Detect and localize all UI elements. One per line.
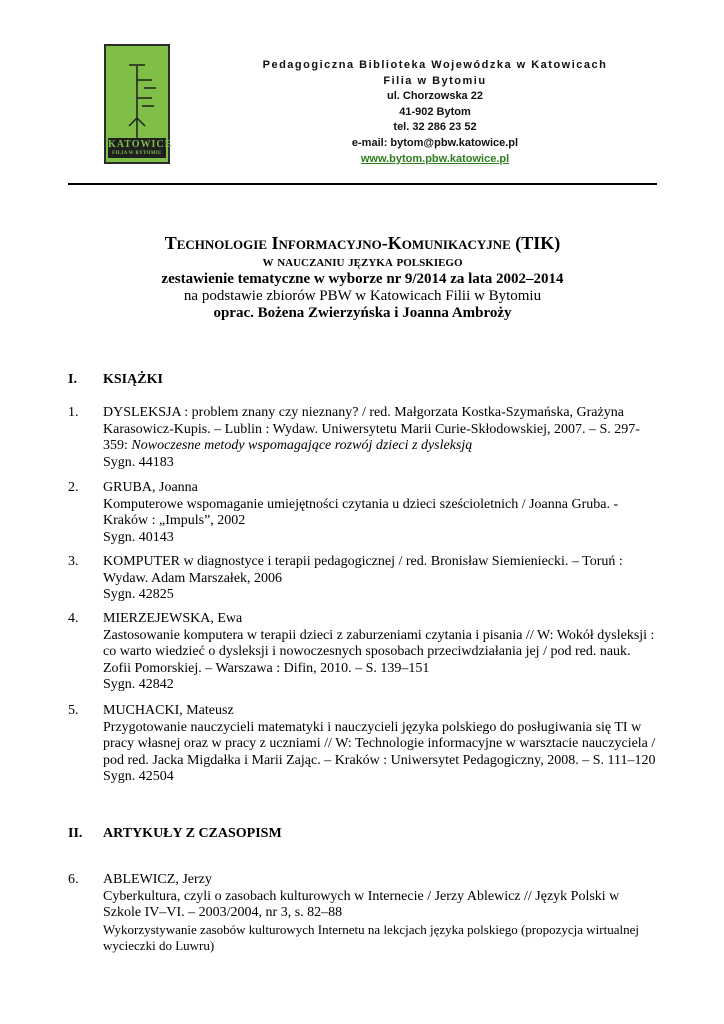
website-link[interactable]: www.bytom.pbw.katowice.pl bbox=[360, 152, 510, 165]
entry-author: MIERZEJEWSKA, Ewa bbox=[103, 611, 243, 626]
logo-graphic bbox=[106, 46, 168, 142]
section-number: II. bbox=[68, 826, 83, 841]
library-logo bbox=[104, 44, 173, 164]
bibliography-entry bbox=[68, 405, 658, 471]
logo-band-line2: FILIA W BYTOMIU bbox=[112, 151, 162, 156]
entry-description: Cyberkultura, czyli o zasobach kulturowych w Internecie / Jerzy Ablewicz // Język Polski w Szkole IV–VI. – 2003/2004, nr 3, s. 82–88 bbox=[103, 888, 620, 921]
entry-number: 3. bbox=[68, 554, 79, 569]
entry-call-number: Sygn. 42504 bbox=[103, 769, 174, 785]
entry-author: ABLEWICZ, Jerzy bbox=[103, 872, 212, 887]
title-line-1: Technologie Informacyjno-Komunikacyjne (TIK) bbox=[164, 233, 561, 253]
entry-chapter-title: Nowoczesne metody wspomagające rozwój dzieci z dysleksją bbox=[131, 438, 473, 454]
phone-number: tel. 32 286 23 52 bbox=[393, 121, 477, 134]
entry-description: DYSLEKSJA : problem znany czy nieznany? / red. Małgorzata Kostka-Szymańska, Grażyna Karasowicz-Kupis. – Lublin : Wydaw. Uniwersytetu Marii Curie-Skłodowskiej, 2007. – S. 297-359: bbox=[103, 405, 640, 454]
branch-name: Filia w Bytomiu bbox=[383, 74, 487, 87]
entry-description: Komputerowe wspomaganie umiejętności czytania u dzieci sześcioletnich / Joanna Gruba. - Kraków : „Impuls”, 2002 bbox=[103, 496, 619, 529]
entry-call-number: Sygn. 40143 bbox=[103, 529, 174, 545]
entry-call-number: Sygn. 44183 bbox=[103, 454, 174, 470]
logo-band-line1: KATOWICE bbox=[108, 139, 173, 150]
entry-description: KOMPUTER w diagnostyce i terapii pedagogicznej / red. Bronisław Siemieniecki. – Toruń : Wydaw. Adam Marszałek, 2006 bbox=[103, 554, 623, 586]
entry-number: 6. bbox=[68, 872, 79, 887]
title-line-4: na podstawie zbiorów PBW w Katowicach Filii w Bytomiu bbox=[183, 288, 542, 304]
letterhead bbox=[200, 58, 670, 167]
entry-number: 5. bbox=[68, 703, 79, 718]
entry-number: 2. bbox=[68, 480, 79, 495]
entry-call-number: Sygn. 42825 bbox=[103, 587, 174, 603]
document-title bbox=[68, 232, 657, 322]
email-address: e-mail: bytom@pbw.katowice.pl bbox=[351, 136, 519, 149]
title-line-5: oprac. Bożena Zwierzyńska i Joanna Ambroży bbox=[213, 305, 512, 321]
logo-band bbox=[108, 138, 173, 158]
bibliography-entry bbox=[68, 703, 658, 786]
entry-author: GRUBA, Joanna bbox=[103, 480, 198, 495]
entry-description: Przygotowanie nauczycieli matematyki i nauczycieli języka polskiego do posługiwania się TI w pracy własnej oraz w pracy z uczniami // W: Technologie informacyjne w warsztacie nauczyciela / pod red. Jacka Migdałka i Marii Zając. – Kraków : Uniwersytet Pedagogiczny, 2008. – S. 111–120 bbox=[103, 719, 656, 768]
institution-name: Pedagogiczna Biblioteka Wojewódzka w Katowicach bbox=[262, 59, 608, 71]
section-number: I. bbox=[68, 372, 77, 387]
header-divider bbox=[68, 183, 657, 185]
entry-number: 1. bbox=[68, 405, 79, 420]
bibliography-entry bbox=[68, 611, 658, 694]
bibliography-entry bbox=[68, 480, 658, 546]
entry-annotation: Wykorzystywanie zasobów kulturowych Internetu na lekcjach języka polskiego (propozycja wirtualnej wycieczki do Luwru) bbox=[103, 921, 640, 954]
entry-author: MUCHACKI, Mateusz bbox=[103, 703, 234, 718]
bibliography-entry bbox=[68, 554, 658, 604]
entry-number: 4. bbox=[68, 611, 79, 626]
entry-call-number: Sygn. 42842 bbox=[103, 677, 174, 693]
bibliography-entry bbox=[68, 872, 658, 955]
section-label: ARTYKUŁY Z CZASOPISM bbox=[103, 826, 282, 841]
entry-description: Zastosowanie komputera w terapii dzieci z zaburzeniami czytania i pisania // W: Wokół dysleksji : co warto wiedzieć o dysleksji i nowoczesnych sposobach przeciwdziałania jej / pod red. nauk. Zofii Pomorskiej. – Warszawa : Difin, 2010. – S. 139–151 bbox=[103, 627, 655, 676]
section-label: KSIĄŻKI bbox=[103, 372, 163, 387]
postal-address: 41-902 Bytom bbox=[399, 105, 471, 118]
street-address: ul. Chorzowska 22 bbox=[387, 90, 483, 103]
title-line-3: zestawienie tematyczne w wyborze nr 9/2014 za lata 2002–2014 bbox=[161, 271, 564, 287]
title-line-2: w nauczaniu języka polskiego bbox=[262, 254, 463, 270]
